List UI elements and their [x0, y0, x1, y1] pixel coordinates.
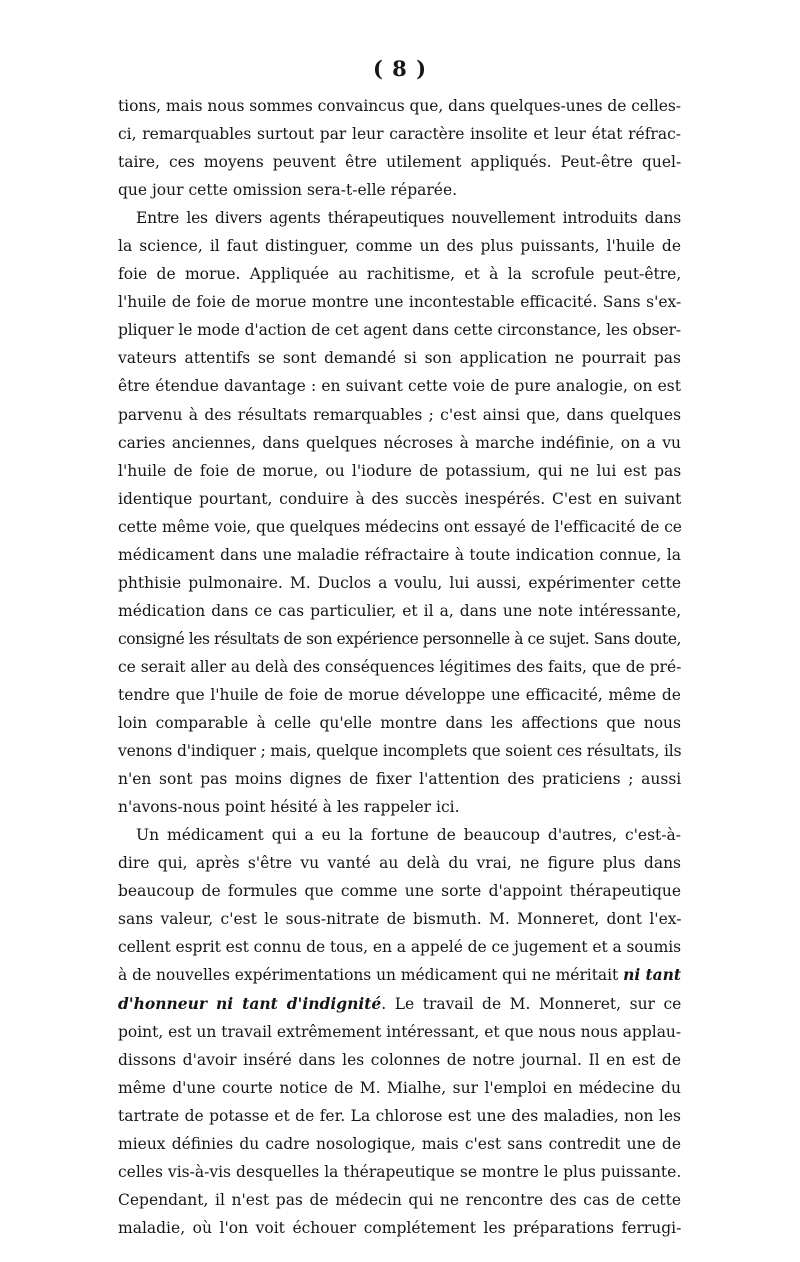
body-text	[118, 92, 681, 1242]
text-line: beaucoup de formules que comme une sorte d'appoint thérapeutique	[118, 882, 682, 901]
text-line	[118, 990, 681, 1018]
text-line: tartrate de potasse et de fer. La chlorose est une des maladies, non les	[118, 1106, 681, 1125]
text-line: la science, il faut distinguer, comme un des plus puissants, l'huile de	[118, 237, 681, 256]
text-segment: à de nouvelles expérimentations un médicament qui ne méritait	[118, 966, 624, 985]
text-line: foie de morue. Appliquée au rachitisme, et à la scrofule peut-être,	[118, 265, 682, 284]
text-line: caries anciennes, dans quelques nécroses à marche indéfinie, on a vu	[118, 433, 681, 452]
text-line: mieux définies du cadre nosologique, mais c'est sans contredit une de	[118, 1134, 681, 1153]
text-line: médication dans ce cas particulier, et il a, dans une note intéressante,	[118, 601, 682, 620]
text-line: cette même voie, que quelques médecins ont essayé de l'efficacité de ce	[118, 517, 682, 536]
text-line: sans valeur, c'est le sous-nitrate de bismuth. M. Monneret, dont l'ex-	[118, 910, 682, 929]
page-number: ( 8 )	[372, 56, 428, 81]
paragraph-1	[118, 92, 681, 204]
text-segment: . Le travail de M. Monneret, sur ce	[381, 994, 682, 1013]
text-line: celles vis-à-vis desquelles la thérapeutique se montre le plus puissante.	[118, 1162, 682, 1181]
text-line: phthisie pulmonaire. M. Duclos a voulu, lui aussi, expérimenter cette	[118, 573, 681, 592]
text-line: pliquer le mode d'action de cet agent dans cette circonstance, les obser-	[118, 321, 682, 340]
text-line	[118, 961, 681, 989]
italic-phrase: d'honneur ni tant d'indignité	[118, 993, 382, 1013]
text-line: tendre que l'huile de foie de morue développe une efficacité, même de	[118, 685, 681, 704]
text-line: que jour cette omission sera-t-elle réparée.	[118, 181, 458, 200]
text-line: médicament dans une maladie réfractaire à toute indication connue, la	[118, 545, 681, 564]
text-line: parvenu à des résultats remarquables ; c'est ainsi que, dans quelques	[118, 405, 682, 424]
text-line: loin comparable à celle qu'elle montre dans les affections que nous	[118, 714, 681, 733]
text-line: ce serait aller au delà des conséquences légitimes des faits, que de pré-	[118, 657, 682, 676]
text-line: identique pourtant, conduire à des succès inespérés. C'est en suivant	[118, 489, 682, 508]
text-line: venons d'indiquer ; mais, quelque incomplets que soient ces résultats, ils	[118, 742, 682, 761]
text-line: même d'une courte notice de M. Mialhe, sur l'emploi en médecine du	[118, 1078, 681, 1097]
text-line: taire, ces moyens peuvent être utilement appliqués. Peut-être quel-	[118, 153, 682, 172]
text-line: vateurs attentifs se sont demandé si son application ne pourrait pas	[118, 349, 681, 368]
text-line: être étendue davantage : en suivant cette voie de pure analogie, on est	[118, 377, 681, 396]
text-line: Cependant, il n'est pas de médecin qui ne rencontre des cas de cette	[118, 1190, 681, 1209]
paragraph-2	[118, 204, 681, 821]
text-line: dire qui, après s'être vu vanté au delà du vrai, ne figure plus dans	[118, 854, 681, 873]
text-line: tions, mais nous sommes convaincus que, dans quelques-unes de celles-	[118, 97, 681, 115]
text-line: Entre les divers agents thérapeutiques nouvellement introduits dans	[136, 209, 681, 228]
text-line: point, est un travail extrêmement intéressant, et que nous nous applau-	[118, 1022, 682, 1041]
text-line: n'avons-nous point hésité à les rappeler ici.	[118, 798, 460, 817]
paragraph-3	[118, 821, 681, 1242]
text-line: cellent esprit est connu de tous, en a appelé de ce jugement et a soumis	[118, 938, 681, 957]
text-line: dissons d'avoir inséré dans les colonnes de notre journal. Il en est de	[118, 1050, 681, 1069]
text-line: l'huile de foie de morue, ou l'iodure de potassium, qui ne lui est pas	[118, 461, 682, 480]
text-line: consigné les résultats de son expérience personnelle à ce sujet. Sans doute,	[118, 629, 681, 648]
italic-phrase: ni tant	[623, 965, 681, 985]
text-line: ci, remarquables surtout par leur caractère insolite et leur état réfrac-	[118, 125, 681, 144]
text-line: maladie, où l'on voit échouer complétement les préparations ferrugi-	[118, 1218, 682, 1237]
text-line: Un médicament qui a eu la fortune de beaucoup d'autres, c'est-à-	[136, 826, 681, 845]
text-line: l'huile de foie de morue montre une incontestable efficacité. Sans s'ex-	[118, 293, 682, 312]
text-line: n'en sont pas moins dignes de fixer l'attention des praticiens ; aussi	[118, 770, 682, 789]
